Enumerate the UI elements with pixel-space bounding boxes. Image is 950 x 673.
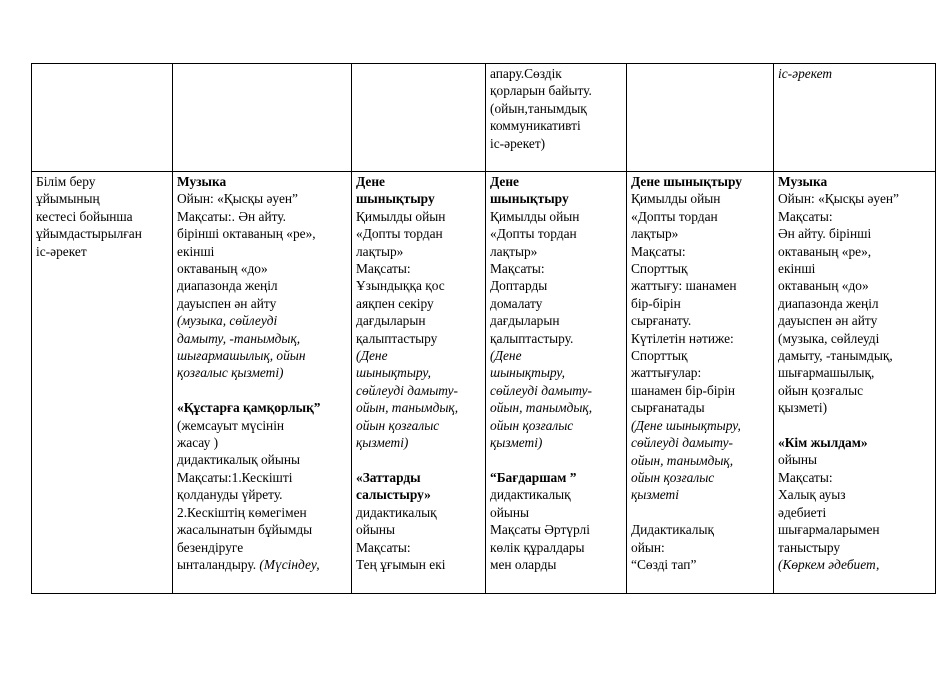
- cell-text: лақтыр»: [356, 243, 404, 259]
- cell-text-line: [36, 173, 168, 190]
- cell-text-line: [631, 417, 769, 434]
- cell-r1-c2: [173, 64, 352, 172]
- cell-text-line: [490, 469, 622, 486]
- cell-text-line: [631, 452, 769, 469]
- cell-text-line: [778, 225, 931, 242]
- cell-text: “Бағдаршам ”: [490, 469, 577, 485]
- cell-text: сөйлеуді дамыту-: [356, 382, 459, 398]
- cell-text-line: [631, 330, 769, 347]
- cell-text: дауыспен ән айту: [177, 295, 277, 311]
- cell-text: қызметі): [490, 435, 543, 451]
- cell-text-line: [778, 173, 931, 190]
- cell-text: ойыны: [356, 522, 396, 538]
- cell-text-line: [177, 469, 347, 486]
- cell-text-line: [631, 277, 769, 294]
- cell-text-line: [36, 190, 168, 207]
- cell-r2-c4: [486, 172, 627, 594]
- cell-text: Ұзындыққа қос: [356, 278, 445, 294]
- cell-text-line: [631, 469, 769, 486]
- cell-text: «Допты тордан: [356, 226, 443, 242]
- cell-text: «Допты тордан: [490, 226, 577, 242]
- cell-text-line: [490, 382, 622, 399]
- cell-text-line: [490, 243, 622, 260]
- cell-text: қолдануды үйрету.: [177, 487, 283, 503]
- cell-text-line: [356, 486, 481, 503]
- cell-text-line: [490, 486, 622, 503]
- cell-text: (музыка, сөйлеуді: [177, 313, 278, 329]
- cell-text-line: [356, 417, 481, 434]
- cell-text-line: [631, 364, 769, 381]
- cell-text-line: [177, 208, 347, 225]
- cell-text: дамыту, -танымдық,: [177, 330, 301, 346]
- cell-text-line: [490, 295, 622, 312]
- cell-text-line: [490, 225, 622, 242]
- cell-text: октаваның «до»: [778, 278, 869, 294]
- cell-text: (Дене: [356, 348, 388, 364]
- cell-text: диапазонда жеңіл: [177, 278, 278, 294]
- cell-text-line: [36, 208, 168, 225]
- cell-text: дидактикалық ойыны: [177, 452, 301, 468]
- cell-text-line: [778, 295, 931, 312]
- cell-text: Мақсаты Әртүрлі: [490, 522, 590, 538]
- cell-text-line: [177, 347, 347, 364]
- cell-text-line: [631, 260, 769, 277]
- cell-text: қызметі: [631, 487, 679, 503]
- cell-text-line: [177, 173, 347, 190]
- cell-text-line: [356, 260, 481, 277]
- cell-text: ойын қозғалыс: [778, 382, 864, 398]
- cell-text-line: [177, 243, 347, 260]
- schedule-table: [31, 63, 936, 594]
- cell-text-line: [490, 417, 622, 434]
- cell-text: Дене шынықтыру: [631, 174, 742, 189]
- cell-text-line: [356, 504, 481, 521]
- cell-text-line: [36, 225, 168, 242]
- cell-text-line: [356, 539, 481, 556]
- cell-text-line: [490, 452, 622, 469]
- cell-text: Мақсаты:: [631, 243, 686, 259]
- cell-text-line: [490, 117, 622, 134]
- cell-r2-c2: [173, 172, 352, 594]
- cell-text: шығармашылық,: [778, 365, 875, 381]
- cell-text: дидактикалық: [490, 487, 571, 503]
- cell-text-line: [356, 190, 481, 207]
- cell-text-line: [490, 312, 622, 329]
- cell-text: ойын, танымдық,: [356, 400, 459, 416]
- cell-text: ойын қозғалыс: [490, 417, 574, 433]
- cell-text: «Кім жылдам»: [778, 435, 868, 451]
- cell-text-line: [490, 190, 622, 207]
- cell-text-line: [631, 399, 769, 416]
- cell-text-line: [631, 312, 769, 329]
- cell-text: (Дене шынықтыру,: [631, 417, 741, 433]
- cell-text-line: [778, 260, 931, 277]
- cell-text: Қимылды ойын: [356, 208, 446, 224]
- cell-text-line: [356, 225, 481, 242]
- cell-text-line: [177, 190, 347, 207]
- cell-text-line: [177, 417, 347, 434]
- cell-text-line: [490, 539, 622, 556]
- table-row-organized-activity: [32, 172, 936, 594]
- cell-text-line: [490, 65, 622, 82]
- cell-text: «Допты тордан: [631, 208, 718, 224]
- cell-r1-c1: [32, 64, 173, 172]
- cell-text: ойын қозғалыс: [356, 417, 440, 433]
- cell-text: шығармашылық, ойын: [177, 348, 306, 364]
- cell-text: Ән айту. бірінші: [778, 226, 872, 242]
- cell-text-line: [177, 486, 347, 503]
- cell-text: ойын:: [631, 539, 665, 555]
- cell-text: Халық ауыз: [778, 487, 846, 503]
- cell-text: сырғанату.: [631, 313, 692, 329]
- cell-text: Дидактикалық: [631, 522, 714, 538]
- cell-text: мен оларды: [490, 556, 557, 572]
- cell-text-line: [631, 382, 769, 399]
- cell-text-line: [778, 434, 931, 451]
- cell-text: Музыка: [177, 174, 227, 189]
- cell-text: (Дене: [490, 348, 522, 364]
- cell-text-line: [631, 208, 769, 225]
- cell-text-line: [778, 65, 931, 82]
- cell-text-line: [177, 434, 347, 451]
- cell-text: шанамен бір-бірін: [631, 382, 736, 398]
- cell-text-line: [490, 82, 622, 99]
- cell-text-line: [356, 277, 481, 294]
- cell-text-line: [177, 260, 347, 277]
- cell-text-line: [490, 260, 622, 277]
- cell-text: жасау ): [177, 435, 219, 451]
- cell-text-line: [356, 208, 481, 225]
- cell-text: ойын қозғалыс: [631, 469, 715, 485]
- cell-text: коммуникативті: [490, 118, 581, 134]
- cell-text: бір-бірін: [631, 295, 681, 311]
- cell-text-line: [778, 330, 931, 347]
- cell-text: домалату: [490, 295, 543, 311]
- cell-text-line: [778, 347, 931, 364]
- cell-text-line: [631, 556, 769, 573]
- cell-r2-c5: [627, 172, 774, 594]
- cell-text-line: [490, 277, 622, 294]
- cell-text-line: [631, 347, 769, 364]
- cell-text: Мақсаты:. Ән айту.: [177, 208, 286, 224]
- cell-text-line: [177, 382, 347, 399]
- cell-text-line: [490, 364, 622, 381]
- cell-text: шынықтыру,: [490, 365, 566, 381]
- cell-text-line: [356, 173, 481, 190]
- cell-text-line: [631, 486, 769, 503]
- cell-text: сөйлеуді дамыту-: [490, 382, 593, 398]
- cell-text-line: [778, 417, 931, 434]
- cell-text-line: [177, 330, 347, 347]
- cell-text: октаваның «ре»,: [778, 243, 872, 259]
- cell-text-line: [778, 190, 931, 207]
- cell-text: кестесі бойынша: [36, 208, 133, 224]
- cell-text-line: [356, 469, 481, 486]
- cell-text: ұйымдастырылған: [36, 226, 142, 242]
- cell-text: жаттығу: шанамен: [631, 278, 737, 294]
- cell-text: сырғанатады: [631, 400, 705, 416]
- cell-text-line: [356, 312, 481, 329]
- cell-text-line: [490, 135, 622, 152]
- cell-text-line: [356, 330, 481, 347]
- cell-text-line: [177, 312, 347, 329]
- cell-text: ынталандыру.: [177, 556, 260, 572]
- cell-text-line: [490, 504, 622, 521]
- cell-text: Музыка: [778, 174, 828, 189]
- cell-text-line: [631, 521, 769, 538]
- cell-text: Білім беру: [36, 174, 96, 189]
- cell-text: іс-әрекет: [36, 243, 87, 259]
- cell-r1-c4: [486, 64, 627, 172]
- cell-text: салыстыру»: [356, 487, 431, 503]
- cell-text: қызметі): [778, 400, 828, 416]
- cell-text-line: [356, 452, 481, 469]
- cell-text-line: [490, 399, 622, 416]
- cell-text-line: [356, 434, 481, 451]
- cell-text-line: [778, 556, 931, 573]
- cell-text-line: [778, 364, 931, 381]
- cell-text: апару.Сөздік: [490, 66, 562, 81]
- cell-text-line: [631, 539, 769, 556]
- cell-text: дауыспен ән айту: [778, 313, 878, 329]
- cell-text: шығармаларымен: [778, 522, 880, 538]
- cell-text: көлік құралдары: [490, 539, 585, 555]
- cell-text-line: [356, 399, 481, 416]
- cell-r2-c1: [32, 172, 173, 594]
- cell-text: Мақсаты:: [356, 261, 411, 277]
- cell-text: ойын, танымдық,: [490, 400, 593, 416]
- cell-text: (жемсауыт мүсінін: [177, 417, 285, 433]
- cell-r1-c6: [774, 64, 936, 172]
- cell-text: қызметі): [356, 435, 409, 451]
- cell-text: қорларын байыту.: [490, 83, 592, 99]
- cell-text-line: [177, 451, 347, 468]
- cell-text-line: [356, 556, 481, 573]
- cell-text: Мақсаты:: [356, 539, 411, 555]
- cell-text-line: [177, 277, 347, 294]
- cell-text: Күтілетін нәтиже:: [631, 330, 734, 346]
- cell-text: безендіруге: [177, 539, 244, 555]
- cell-text-line: [631, 295, 769, 312]
- cell-text-line: [778, 451, 931, 468]
- cell-text-line: [356, 382, 481, 399]
- cell-text-line: [490, 100, 622, 117]
- cell-text: Дене: [356, 174, 385, 189]
- cell-text-line: [356, 364, 481, 381]
- cell-text-line: [631, 190, 769, 207]
- cell-text: жасалынатын бұйымды: [177, 522, 313, 538]
- cell-text: Қимылды ойын: [631, 191, 721, 207]
- cell-text: дағдыларын: [490, 313, 560, 329]
- cell-text-line: [778, 208, 931, 225]
- cell-text: Қимылды ойын: [490, 208, 580, 224]
- cell-text-line: [778, 504, 931, 521]
- cell-text-line: [631, 225, 769, 242]
- cell-text-line: [36, 243, 168, 260]
- cell-text: (музыка, сөйлеуді: [778, 330, 880, 346]
- cell-text: Мақсаты:: [490, 261, 545, 277]
- cell-text: “Сөзді тап”: [631, 556, 697, 572]
- cell-text-line: [778, 521, 931, 538]
- cell-text: дамыту, -танымдық,: [778, 348, 893, 364]
- cell-text: қалыптастыру: [356, 330, 438, 346]
- cell-text-line: [490, 330, 622, 347]
- cell-text: дағдыларын: [356, 313, 426, 329]
- cell-text: таныстыру: [778, 539, 841, 555]
- cell-text: жаттығулар:: [631, 365, 702, 381]
- cell-text-line: [631, 434, 769, 451]
- cell-r1-c5: [627, 64, 774, 172]
- cell-text-line: [177, 504, 347, 521]
- cell-text: «Заттарды: [356, 469, 421, 485]
- cell-text-line: [778, 382, 931, 399]
- cell-text: қозғалыс қызметі): [177, 365, 284, 381]
- cell-text: (Көркем әдебиет,: [778, 556, 880, 572]
- cell-text-line: [631, 173, 769, 190]
- cell-text-line: [490, 556, 622, 573]
- cell-r2-c6: [774, 172, 936, 594]
- cell-text: бірінші октаваның «ре»,: [177, 226, 316, 242]
- cell-text: Мақсаты:: [778, 469, 833, 485]
- cell-text: лақтыр»: [490, 243, 538, 259]
- cell-r2-c3: [352, 172, 486, 594]
- cell-text-line: [177, 539, 347, 556]
- cell-text-line: [177, 521, 347, 538]
- cell-text-line: [490, 521, 622, 538]
- cell-text: диапазонда жеңіл: [778, 295, 879, 311]
- cell-text-line: [490, 434, 622, 451]
- cell-text-line: [356, 295, 481, 312]
- cell-text: ойын, танымдық,: [631, 452, 734, 468]
- cell-text: Тең ұғымын екі: [356, 556, 446, 572]
- cell-text: екінші: [778, 261, 816, 277]
- cell-text-line: [177, 225, 347, 242]
- cell-text-line: [356, 347, 481, 364]
- cell-text: Ойын: «Қысқы әуен”: [778, 191, 899, 207]
- cell-text: екінші: [177, 243, 215, 259]
- cell-text: іс-әрекет): [490, 135, 546, 151]
- cell-text: іс-әрекет: [778, 66, 833, 81]
- cell-text-line: [177, 399, 347, 416]
- cell-text: дидактикалық: [356, 504, 437, 520]
- cell-text-line: [778, 486, 931, 503]
- cell-text-line: [778, 539, 931, 556]
- cell-text-line: [356, 243, 481, 260]
- cell-text: шынықтыру: [490, 191, 569, 207]
- cell-text: (ойын,танымдық: [490, 100, 587, 116]
- cell-text: 2.Кескіштің көмегімен: [177, 504, 307, 520]
- cell-text-line: [177, 556, 347, 573]
- table-row-continuation: [32, 64, 936, 172]
- cell-text-line: [490, 347, 622, 364]
- cell-text-line: [631, 243, 769, 260]
- cell-text: Ойын: «Қысқы әуен”: [177, 191, 298, 207]
- cell-text-line: [778, 277, 931, 294]
- cell-text: лақтыр»: [631, 226, 679, 242]
- cell-text: сөйлеуді дамыту-: [631, 435, 734, 451]
- cell-text-line: [631, 504, 769, 521]
- cell-text: Мақсаты:: [778, 208, 833, 224]
- cell-text: ойыны: [490, 504, 530, 520]
- cell-text-line: [778, 469, 931, 486]
- cell-text-line: [356, 521, 481, 538]
- cell-text: әдебиеті: [778, 504, 827, 520]
- cell-text-line: [177, 295, 347, 312]
- cell-text-line: [490, 173, 622, 190]
- cell-text: ұйымының: [36, 191, 100, 207]
- cell-text: Дене: [490, 174, 519, 189]
- cell-text: «Құстарға қамқорлық”: [177, 400, 321, 416]
- cell-text-line: [778, 399, 931, 416]
- cell-text-line: [177, 364, 347, 381]
- cell-text: Спорттық: [631, 348, 688, 364]
- cell-text-line: [778, 243, 931, 260]
- cell-text: шынықтыру,: [356, 365, 432, 381]
- cell-text-line: [778, 312, 931, 329]
- cell-text: шынықтыру: [356, 191, 435, 207]
- cell-text: қалыптастыру.: [490, 330, 574, 346]
- cell-text: Спорттық: [631, 261, 688, 277]
- cell-r1-c3: [352, 64, 486, 172]
- cell-text-line: [490, 208, 622, 225]
- cell-text-italic-tail: (Мүсіндеу,: [259, 556, 320, 572]
- cell-text: октаваның «до»: [177, 261, 268, 277]
- cell-text: аяқпен секіру: [356, 295, 434, 311]
- cell-text: Мақсаты:1.Кескішті: [177, 469, 293, 485]
- cell-text: Доптарды: [490, 278, 548, 294]
- cell-text: ойыны: [778, 452, 818, 468]
